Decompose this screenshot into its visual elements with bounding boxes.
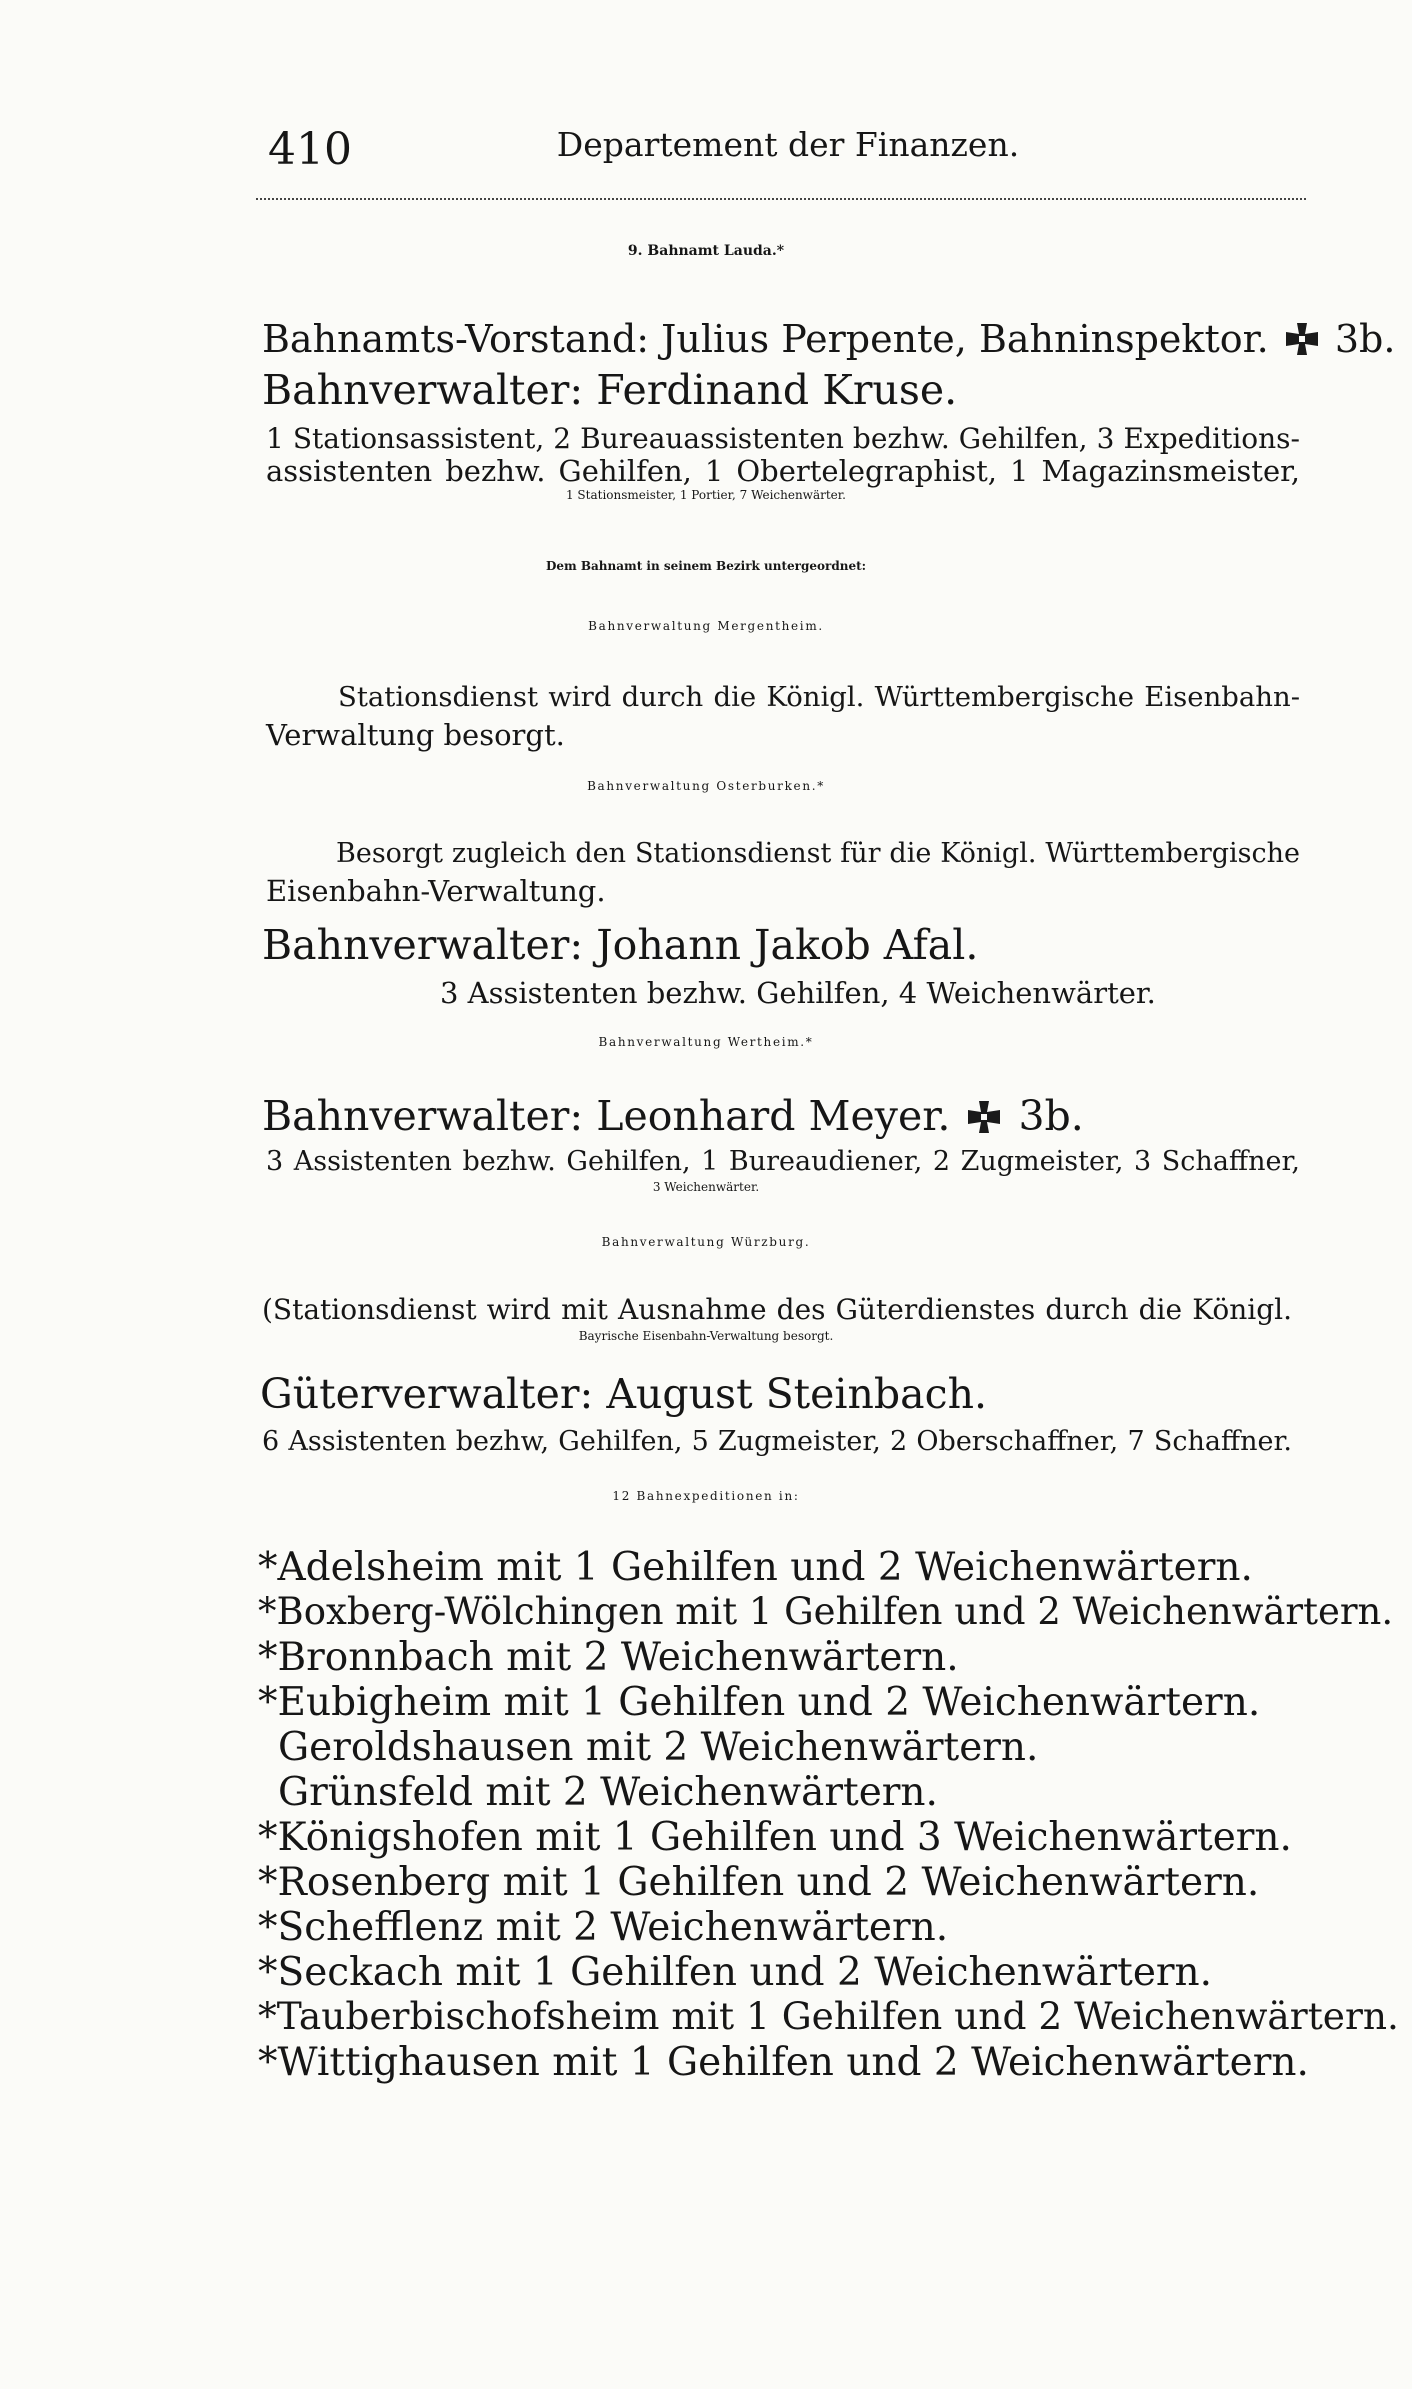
wertheim-staff-2: 3 Weichenwärter. <box>652 1180 760 1194</box>
list-item: *Adelsheim mit 1 Gehilfen und 2 Weichenwärtern. <box>258 1545 1253 1590</box>
iron-cross-icon <box>1285 322 1319 356</box>
vorstand-line <box>262 317 1396 361</box>
osterburken-staff: 3 Assistenten bezhw. Gehilfen, 4 Weichenwärter. <box>440 976 1156 1010</box>
wuerzburg-verwalter: Güterverwalter: August Steinbach. <box>260 1370 988 1418</box>
list-item: *Eubigheim mit 1 Gehilfen und 2 Weichenwärtern. <box>258 1680 1261 1725</box>
osterburken-note-2: Eisenbahn-Verwaltung. <box>266 874 606 908</box>
list-item: *Tauberbischofsheim mit 1 Gehilfen und 2 Weichenwärtern. <box>258 1994 1399 2038</box>
list-item: *Königshofen mit 1 Gehilfen und 3 Weichenwärtern. <box>258 1815 1292 1860</box>
wertheim-staff-1: 3 Assistenten bezhw. Gehilfen, 1 Bureaudiener, 2 Zugmeister, 3 Schaffner, <box>266 1146 1300 1177</box>
list-item: *Bronnbach mit 2 Weichenwärtern. <box>258 1635 959 1680</box>
mergentheim-note-2: Verwaltung besorgt. <box>266 718 565 752</box>
list-item: *Schefflenz mit 2 Weichenwärtern. <box>258 1905 949 1950</box>
staff-line-3: 1 Stationsmeister, 1 Portier, 7 Weichenwärter. <box>565 488 846 502</box>
wertheim-verwalter: Bahnverwalter: Leonhard Meyer. <box>262 1092 951 1140</box>
header-rule <box>256 198 1306 200</box>
osterburken-title: Bahnverwaltung Osterburken.* <box>587 779 825 793</box>
vorstand-decoration: 3b. <box>1334 317 1396 361</box>
wertheim-decoration: 3b. <box>1018 1092 1084 1140</box>
expeditions-heading: 12 Bahnexpeditionen in: <box>612 1489 800 1503</box>
wertheim-title: Bahnverwaltung Wertheim.* <box>598 1035 814 1049</box>
osterburken-verwalter: Bahnverwalter: Johann Jakob Afal. <box>262 921 979 969</box>
wertheim-verwalter-line <box>262 1092 1084 1140</box>
list-item: Grünsfeld mit 2 Weichenwärtern. <box>278 1770 938 1815</box>
mergentheim-note-1: Stationsdienst wird durch die Königl. Württembergische Eisenbahn- <box>338 681 1300 713</box>
running-title: Departement der Finanzen. <box>556 125 1020 164</box>
list-item: *Boxberg-Wölchingen mit 1 Gehilfen und 2 Weichenwärtern. <box>258 1590 1394 1633</box>
list-item: *Rosenberg mit 1 Gehilfen und 2 Weichenwärtern. <box>258 1860 1260 1905</box>
list-item: *Seckach mit 1 Gehilfen und 2 Weichenwärtern. <box>258 1950 1213 1995</box>
wuerzburg-note-2: Bayrische Eisenbahn-Verwaltung besorgt. <box>578 1329 834 1343</box>
osterburken-note-1: Besorgt zugleich den Stationsdienst für die Königl. Württembergische <box>336 838 1300 869</box>
subordinate-heading: Dem Bahnamt in seinem Bezirk untergeordnet: <box>545 559 867 573</box>
section-title: 9. Bahnamt Lauda.* <box>627 243 785 259</box>
verwalter-line: Bahnverwalter: Ferdinand Kruse. <box>262 366 958 414</box>
mergentheim-title: Bahnverwaltung Mergentheim. <box>588 619 824 633</box>
staff-line-1: 1 Stationsassistent, 2 Bureauassistenten bezhw. Gehilfen, 3 Expeditions- <box>266 422 1300 455</box>
list-item: *Wittighausen mit 1 Gehilfen und 2 Weichenwärtern. <box>258 2040 1309 2085</box>
staff-line-2: assistenten bezhw. Gehilfen, 1 Obertelegraphist, 1 Magazinsmeister, <box>266 454 1300 488</box>
iron-cross-icon <box>967 1100 1001 1134</box>
vorstand-text: Bahnamts-Vorstand: Julius Perpente, Bahninspektor. <box>262 317 1269 361</box>
wuerzburg-note-1: (Stationsdienst wird mit Ausnahme des Güterdienstes durch die Königl. <box>262 1293 1292 1326</box>
wuerzburg-staff: 6 Assistenten bezhw, Gehilfen, 5 Zugmeister, 2 Oberschaffner, 7 Schaffner. <box>262 1426 1292 1457</box>
page-number: 410 <box>268 124 352 175</box>
wuerzburg-title: Bahnverwaltung Würzburg. <box>601 1235 811 1249</box>
list-item: Geroldshausen mit 2 Weichenwärtern. <box>278 1725 1039 1770</box>
